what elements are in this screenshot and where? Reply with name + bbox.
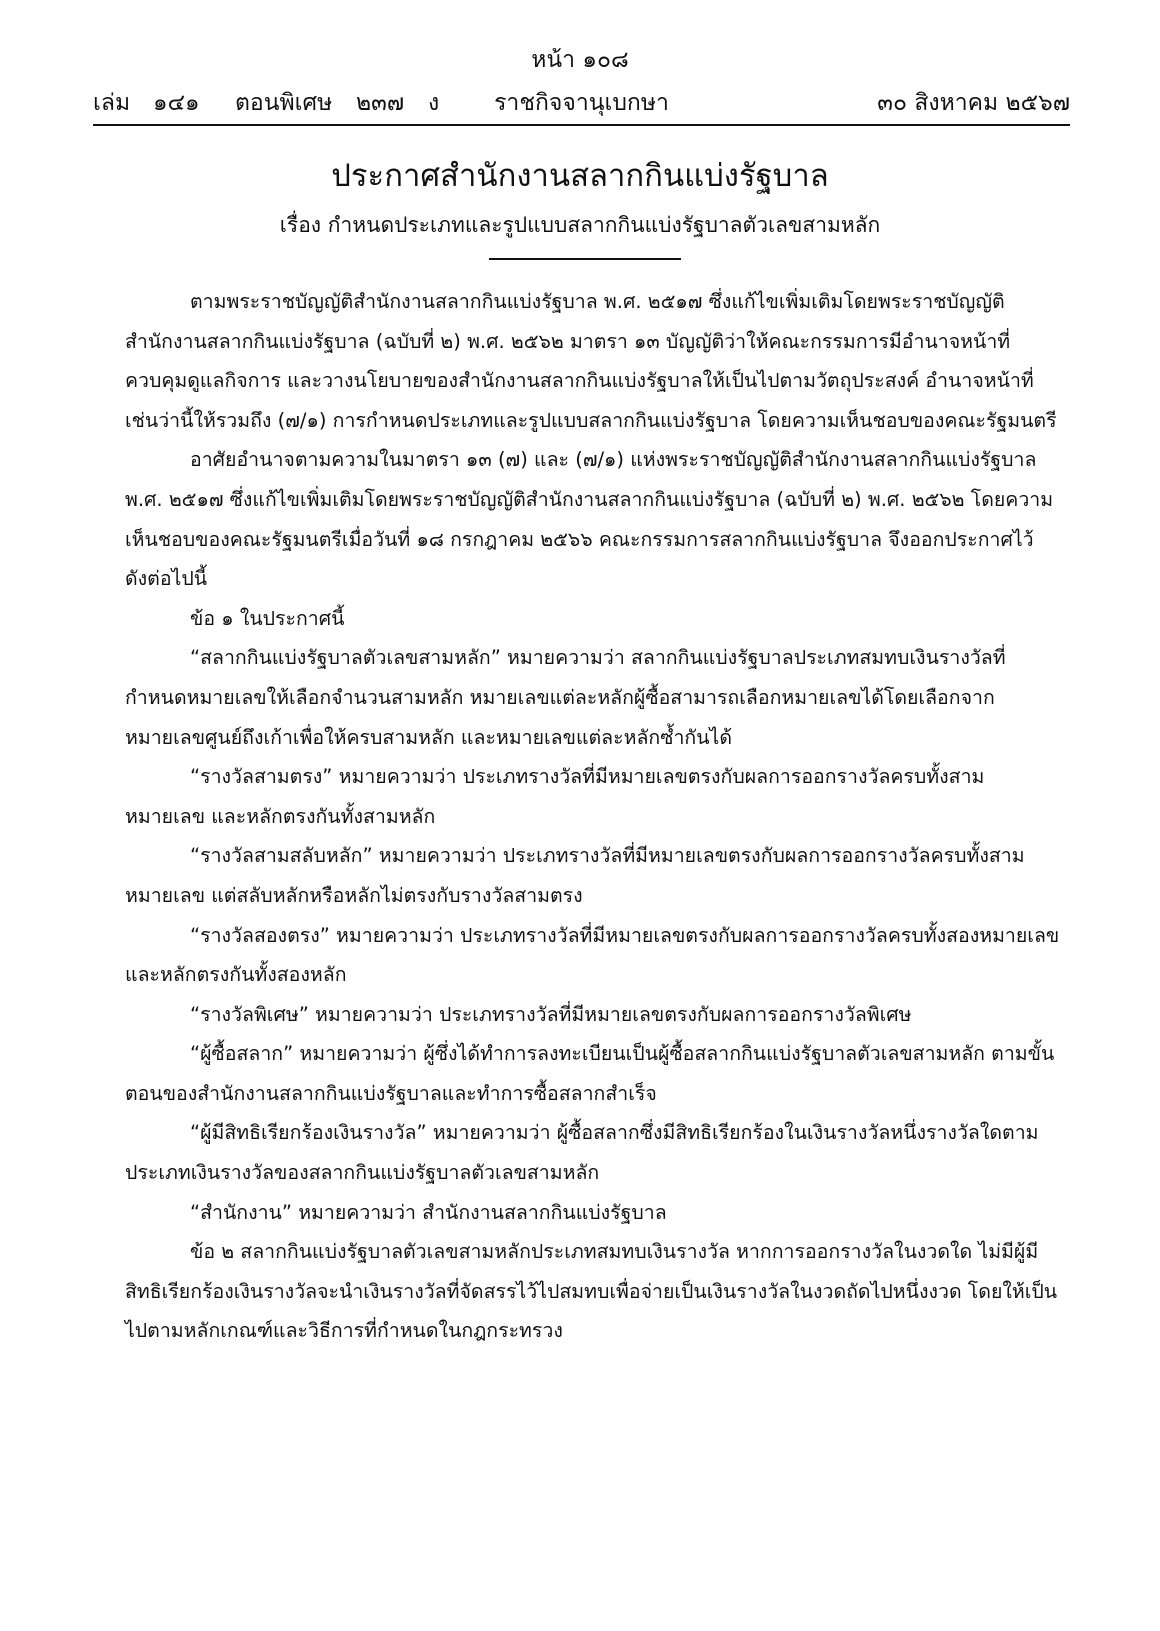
document-body: [125, 282, 1062, 1351]
document-title: ประกาศสำนักงานสลากกินแบ่งรัฐบาล: [331, 158, 829, 194]
definition-three-permutation: “รางวัลสามสลับหลัก” หมายความว่า ประเภทรางวัลที่มีหมายเลขตรงกับผลการออกรางวัลครบทั้งสามหมายเลข แต่สลับหลักหรือหลักไม่ตรงกับรางวัลสามตรง: [125, 844, 1025, 907]
definition-three-straight: “รางวัลสามตรง” หมายความว่า ประเภทรางวัลที่มีหมายเลขตรงกับผลการออกรางวัลครบทั้งสามหมายเลข และหลักตรงกันทั้งสามหลัก: [125, 765, 985, 828]
definition-office: “สำนักงาน” หมายความว่า สำนักงานสลากกินแบ่งรัฐบาล: [190, 1200, 667, 1224]
clause-1-heading: ข้อ ๑ ในประกาศนี้: [190, 606, 345, 630]
issue-label: ตอนพิเศษ: [235, 90, 333, 116]
definition-two-straight: “รางวัลสองตรง” หมายความว่า ประเภทรางวัลที่มีหมายเลขตรงกับผลการออกรางวัลครบทั้งสองหมายเลข และหลักตรงกันทั้งสองหลัก: [125, 923, 1060, 987]
definition-special-prize: “รางวัลพิเศษ” หมายความว่า ประเภทรางวัลที่มีหมายเลขตรงกับผลการออกรางวัลพิเศษ: [190, 1002, 912, 1026]
volume-label: เล่ม: [93, 90, 131, 116]
definition-buyer: “ผู้ซื้อสลาก” หมายความว่า ผู้ซึ่งได้ทำการลงทะเบียนเป็นผู้ซื้อสลากกินแบ่งรัฐบาลตัวเลขสามหลัก ตามขั้นตอนของสำนักงานสลากกินแบ่งรัฐบาลและทำการซื้อสลากสำเร็จ: [125, 1042, 1055, 1105]
volume-number: ๑๔๑: [153, 90, 200, 116]
document-subject: เรื่อง กำหนดประเภทและรูปแบบสลากกินแบ่งรัฐบาลตัวเลขสามหลัก: [279, 213, 881, 237]
page-number: หน้า ๑๐๘: [531, 47, 629, 73]
clause-2-paragraph: ข้อ ๒ สลากกินแบ่งรัฐบาลตัวเลขสามหลักประเภทสมทบเงินรางวัล หากการออกรางวัลในงวดใด ไม่มีผู้มีสิทธิเรียกร้องเงินรางวัลจะนำเงินรางวัลที่จัดสรรไว้ไปสมทบเพื่อจ่ายเป็นเงินรางวัลในงวดถัดไปหนึ่งงวด โดยให้เป็นไปตามหลักเกณฑ์และวิธีการที่กำหนดในกฎกระทรวง: [125, 1240, 1058, 1343]
gazette-name: ราชกิจจานุเบกษา: [494, 90, 669, 116]
header-divider: [93, 124, 1070, 126]
authority-paragraph: อาศัยอำนาจตามความในมาตรา ๑๓ (๗) และ (๗/๑) แห่งพระราชบัญญัติสำนักงานสลากกินแบ่งรัฐบาล พ.ศ. ๒๕๑๗ ซึ่งแก้ไขเพิ่มเติมโดยพระราชบัญญัติสำนักงานสลากกินแบ่งรัฐบาล (ฉบับที่ ๒) พ.ศ. ๒๕๖๒ โดยความเห็นชอบของคณะรัฐมนตรีเมื่อวันที่ ๑๘ กรกฎาคม ๒๕๖๖ คณะกรรมการสลากกินแบ่งรัฐบาล จึงออกประกาศไว้ ดังต่อไปนี้: [125, 448, 1054, 591]
title-divider: [489, 258, 681, 260]
definition-claimant: “ผู้มีสิทธิเรียกร้องเงินรางวัล” หมายความว่า ผู้ซื้อสลากซึ่งมีสิทธิเรียกร้องในเงินรางวัลหนึ่งรางวัลใดตามประเภทเงินรางวัลของสลากกินแบ่งรัฐบาลตัวเลขสามหลัก: [125, 1121, 1039, 1185]
issue-number: ๒๓๗: [356, 90, 405, 116]
definition-three-digit-lottery: “สลากกินแบ่งรัฐบาลตัวเลขสามหลัก” หมายความว่า สลากกินแบ่งรัฐบาลประเภทสมทบเงินรางวัลที่กำหนดหมายเลขให้เลือกจำนวนสามหลัก หมายเลขแต่ละหลักผู้ซื้อสามารถเลือกหมายเลขได้โดยเลือกจากหมายเลขศูนย์ถึงเก้าเพื่อให้ครบสามหลัก และหมายเลขแต่ละหลักซ้ำกันได้: [125, 646, 1006, 749]
preamble-paragraph: ตามพระราชบัญญัติสำนักงานสลากกินแบ่งรัฐบาล พ.ศ. ๒๕๑๗ ซึ่งแก้ไขเพิ่มเติมโดยพระราชบัญญัติสำนักงานสลากกินแบ่งรัฐบาล (ฉบับที่ ๒) พ.ศ. ๒๕๖๒ มาตรา ๑๓ บัญญัติว่าให้คณะกรรมการมีอำนาจหน้าที่ควบคุมดูแลกิจการ และวางนโยบายของสำนักงานสลากกินแบ่งรัฐบาลให้เป็นไปตามวัตถุประสงค์ อำนาจหน้าที่เช่นว่านี้ให้รวมถึง (๗/๑) การกำหนดประเภทและรูปแบบสลากกินแบ่งรัฐบาล โดยความเห็นชอบของคณะรัฐมนตรี: [125, 290, 1057, 432]
section-letter: ง: [428, 90, 440, 116]
publication-date: ๓๐ สิงหาคม ๒๕๖๗: [877, 90, 1070, 116]
